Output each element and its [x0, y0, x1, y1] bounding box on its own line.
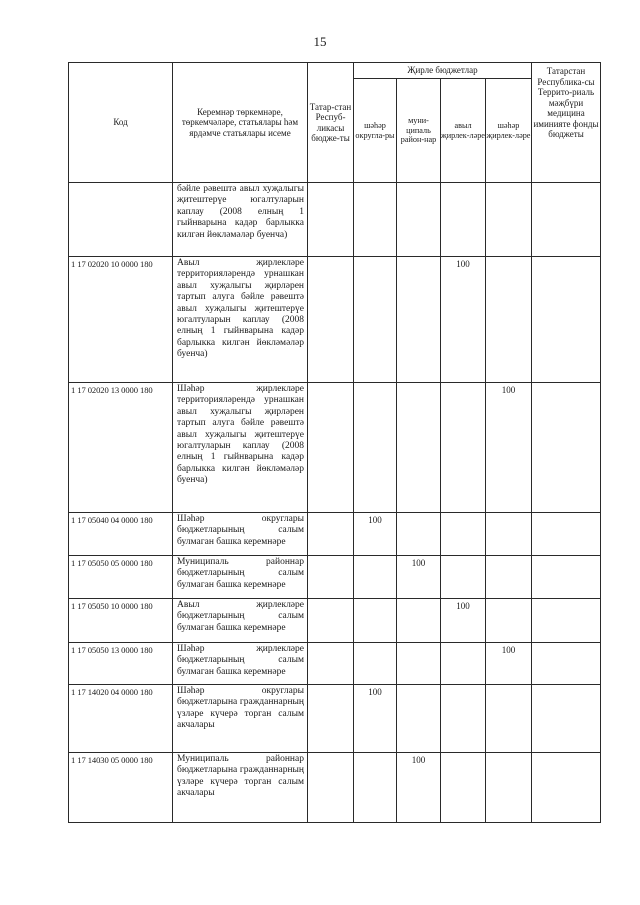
table-row: [69, 513, 601, 556]
page-number: 15: [313, 34, 327, 49]
row-city-share: 100: [354, 513, 397, 556]
header-fund: Татарстан Республика-сы Террито-риаль мәҗбүри медицина иминияте фонды бюджеты: [532, 63, 601, 183]
row-code: 1 17 02020 10 0000 180: [69, 257, 173, 383]
row-republic-share: [308, 599, 354, 643]
table-row: [69, 183, 601, 257]
row-name: Шәһәр җирлекләре территорияләрендә урнашкан авыл хуҗалыгы җирләрен тартып алуга бәйле рәвештә авыл хуҗалыгы җитештерүе югалтуларын каплау (2008 елның 1 гыйнварына кадәр барлыкка килгән йөкләмәләр буенча): [173, 383, 308, 513]
header-code: Код: [69, 63, 173, 183]
row-code: 1 17 05040 04 0000 180: [69, 513, 173, 556]
row-fund-share: [532, 383, 601, 513]
row-republic-share: [308, 556, 354, 599]
row-fund-share: [532, 599, 601, 643]
header-city-districts: шәһәр округла-ры: [354, 79, 397, 183]
table-row: [69, 753, 601, 823]
table-row: [69, 556, 601, 599]
row-municipal-share: 100: [397, 753, 441, 823]
row-city-share: [354, 183, 397, 257]
row-code: 1 17 02020 13 0000 180: [69, 383, 173, 513]
row-fund-share: [532, 643, 601, 685]
row-republic-share: [308, 183, 354, 257]
row-rural-share: 100: [441, 257, 486, 383]
row-urban-share: [486, 183, 532, 257]
row-rural-share: 100: [441, 599, 486, 643]
row-city-share: 100: [354, 685, 397, 753]
row-rural-share: [441, 685, 486, 753]
revenue-distribution-table: [68, 62, 601, 823]
row-rural-share: [441, 556, 486, 599]
row-urban-share: [486, 599, 532, 643]
row-rural-share: [441, 753, 486, 823]
row-city-share: [354, 556, 397, 599]
row-city-share: [354, 753, 397, 823]
header-municipal-districts: муни-ципаль район-нар: [397, 79, 441, 183]
row-municipal-share: [397, 513, 441, 556]
row-city-share: [354, 383, 397, 513]
row-fund-share: [532, 685, 601, 753]
row-rural-share: [441, 183, 486, 257]
header-republic: Татар-стан Респуб-ликасы бюдже-ты: [308, 63, 354, 183]
row-municipal-share: [397, 383, 441, 513]
row-name: Муниципаль районнар бюджетларына гражданнарның үзләре күчерә торган салым акчалары: [173, 753, 308, 823]
row-name: бәйле рәвештә авыл хуҗалыгы җитештерүе югалтуларын каплау (2008 елның 1 гыйнварына кадәр барлыкка килгән йөкләмәләр буенча): [173, 183, 308, 257]
row-code: [69, 183, 173, 257]
table-row: [69, 383, 601, 513]
row-code: 1 17 14020 04 0000 180: [69, 685, 173, 753]
row-republic-share: [308, 383, 354, 513]
row-name: Шәһәр округлары бюджетларының салым булмаган башка керемнәре: [173, 513, 308, 556]
row-urban-share: [486, 556, 532, 599]
table-row: [69, 257, 601, 383]
row-republic-share: [308, 257, 354, 383]
header-name: Керемнәр төркемнәре, төркемчәләре, статьялары һәм ярдәмче статьялары исеме: [173, 63, 308, 183]
row-urban-share: [486, 685, 532, 753]
row-urban-share: [486, 257, 532, 383]
row-municipal-share: [397, 685, 441, 753]
row-fund-share: [532, 513, 601, 556]
row-name: Шәһәр округлары бюджетларына гражданнарның үзләре күчерә торган салым акчалары: [173, 685, 308, 753]
row-code: 1 17 05050 13 0000 180: [69, 643, 173, 685]
row-name: Шәһәр җирлекләре бюджетларының салым булмаган башка керемнәре: [173, 643, 308, 685]
header-urban-settlements: шәһәр җирлек-ләре: [486, 79, 532, 183]
table-row: [69, 599, 601, 643]
row-code: 1 17 05050 05 0000 180: [69, 556, 173, 599]
header-local-budgets: Җирле бюджетлар: [354, 63, 532, 79]
row-rural-share: [441, 643, 486, 685]
row-urban-share: [486, 753, 532, 823]
header-rural-settlements: авыл җирлек-ләре: [441, 79, 486, 183]
row-municipal-share: 100: [397, 556, 441, 599]
row-fund-share: [532, 257, 601, 383]
row-name: Муниципаль районнар бюджетларының салым булмаган башка керемнәре: [173, 556, 308, 599]
row-republic-share: [308, 513, 354, 556]
row-code: 1 17 05050 10 0000 180: [69, 599, 173, 643]
row-city-share: [354, 643, 397, 685]
row-rural-share: [441, 513, 486, 556]
row-municipal-share: [397, 599, 441, 643]
row-republic-share: [308, 685, 354, 753]
row-fund-share: [532, 753, 601, 823]
row-name: Авыл җирлекләре территорияләрендә урнашкан авыл хуҗалыгы җирләрен тартып алуга бәйле рәвештә авыл хуҗалыгы җитештерүе югалтуларын каплау (2008 елның 1 гыйнварына кадәр барлыкка килгән йөкләмәләр буенча): [173, 257, 308, 383]
row-city-share: [354, 599, 397, 643]
row-urban-share: 100: [486, 643, 532, 685]
row-municipal-share: [397, 183, 441, 257]
row-republic-share: [308, 643, 354, 685]
table-row: [69, 685, 601, 753]
row-urban-share: [486, 513, 532, 556]
table-row: [69, 643, 601, 685]
row-municipal-share: [397, 257, 441, 383]
row-city-share: [354, 257, 397, 383]
row-fund-share: [532, 556, 601, 599]
row-code: 1 17 14030 05 0000 180: [69, 753, 173, 823]
row-name: Авыл җирлекләре бюджетларының салым булмаган башка керемнәре: [173, 599, 308, 643]
row-fund-share: [532, 183, 601, 257]
row-rural-share: [441, 383, 486, 513]
row-republic-share: [308, 753, 354, 823]
row-municipal-share: [397, 643, 441, 685]
row-urban-share: 100: [486, 383, 532, 513]
